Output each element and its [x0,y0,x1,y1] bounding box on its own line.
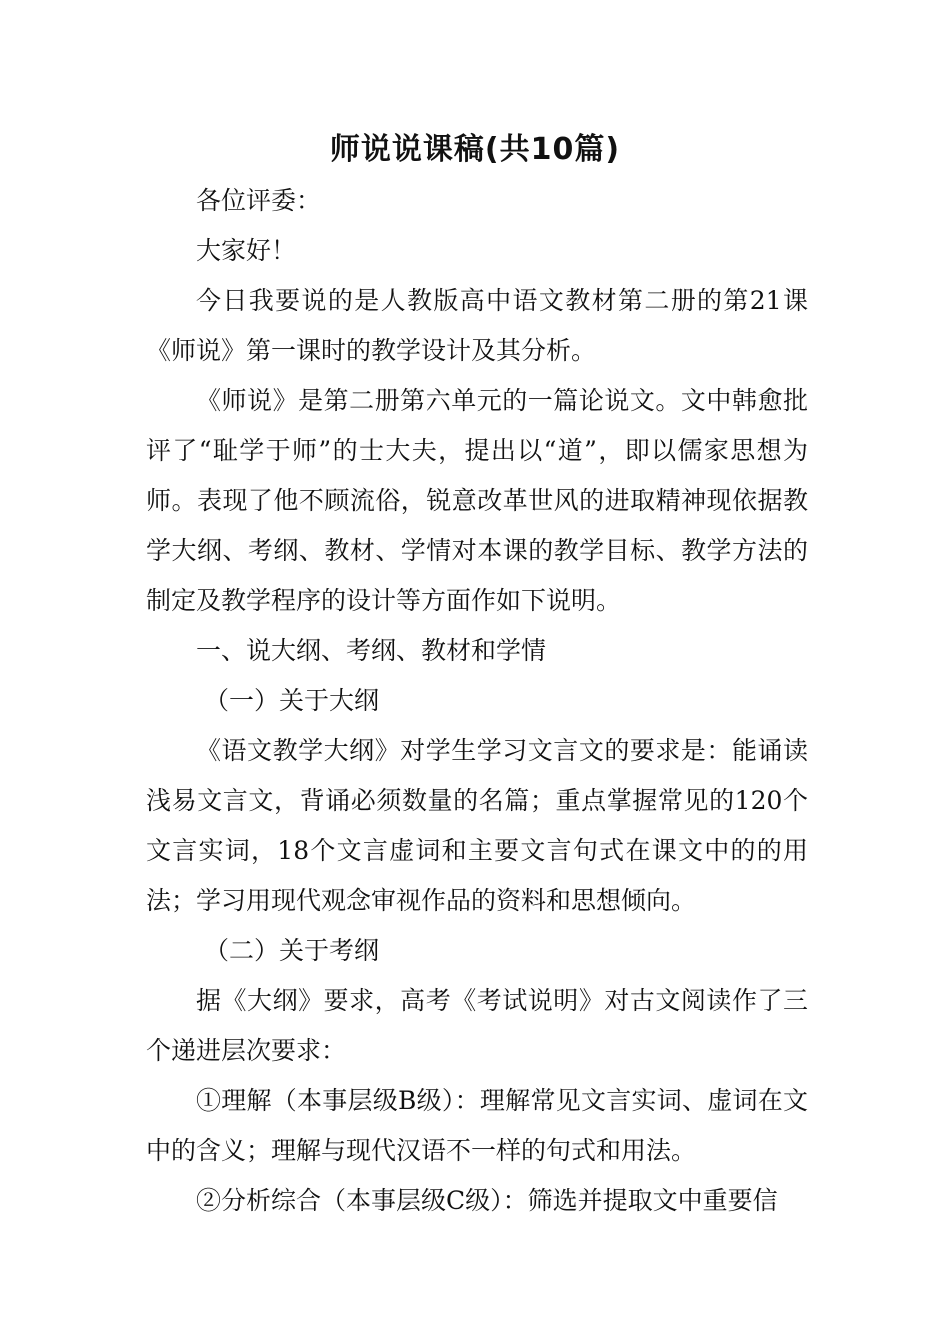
exam-level-understanding: ①理解（本事层级B级）：理解常见文言实词、虚词在文中的含义；理解与现代汉语不一样的句式和用法。 [146,1086,808,1165]
greeting-paragraph: 大家好！ [196,236,297,265]
syllabus-paragraph: 《语文教学大纲》对学生学习文言文的要求是：能诵读浅易文言文，背诵必须数量的名篇；重点掌握常见的120个文言实词，18个文言虚词和主要文言句式在课文中的的用法；学习用现代观念审视作品的资料和思想倾向。 [146,736,808,915]
salutation-paragraph: 各位评委： [196,186,322,215]
document-body [146,176,808,1226]
subsection-heading-exam: （二）关于考纲 [204,936,380,965]
overview-paragraph: 《师说》是第二册第六单元的一篇论说文。文中韩愈批评了“耻学于师”的士大夫，提出以“道”，即以儒家思想为师。表现了他不顾流俗，锐意改革世风的进取精神现依据教学大纲、考纲、教材、学情对本课的教学目标、教学方法的制定及教学程序的设计等方面作如下说明。 [146,386,808,615]
exam-paragraph: 据《大纲》要求，高考《考试说明》对古文阅读作了三个递进层次要求： [146,986,808,1065]
subsection-heading-syllabus: （一）关于大纲 [204,686,380,715]
exam-level-analysis: ②分析综合（本事层级C级）：筛选并提取文中重要信 [196,1186,778,1215]
section-heading: 一、说大纲、考纲、教材和学情 [196,636,547,665]
intro-paragraph: 今日我要说的是人教版高中语文教材第二册的第21课《师说》第一课时的教学设计及其分析。 [146,286,808,365]
document-title: 师说说课稿(共10篇) [329,132,621,167]
